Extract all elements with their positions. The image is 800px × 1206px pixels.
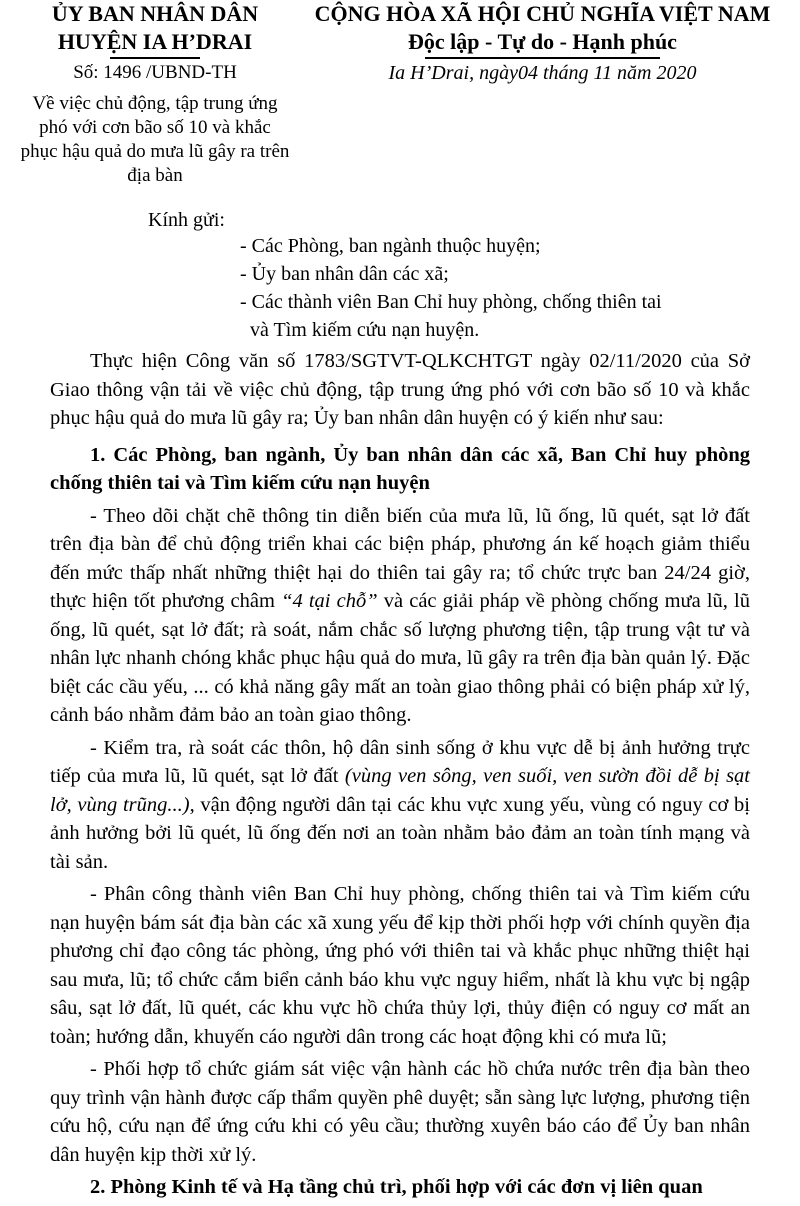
section-2-heading: 2. Phòng Kinh tế và Hạ tầng chủ trì, phối hợp với các đơn vị liên quan — [90, 1176, 703, 1198]
recipients-label: Kính gửi: — [148, 209, 225, 231]
section-1-heading: 1. Các Phòng, ban ngành, Ủy ban nhân dân các xã, Ban Chỉ huy phòng chống thiên tai và Tìm kiếm cứu nạn huyện — [50, 443, 750, 494]
nation-name: CỘNG HÒA XÃ HỘI CHỦ NGHĨA VIỆT NAM — [314, 1, 771, 26]
paragraph-2-text-b: , vận động người dân tại các khu vực xung yếu, vùng có nguy cơ bị ảnh hưởng bởi lũ quét, lũ ống đến nơi an toàn nhằm bảo đảm an toàn tính mạng và tài sản. — [50, 793, 750, 873]
document-subject: Về việc chủ động, tập trung ứng phó với cơn bão số 10 và khắc phục hậu quả do mưa lũ gây ra trên địa bàn — [20, 93, 290, 186]
paragraph-1-text-a: - Theo dõi chặt chẽ thông tin diễn biến của mưa lũ, lũ ống, lũ quét, sạt lở đất trên địa bàn để chủ động triển khai các biện pháp, phương án kế hoạch giảm thiểu đến mức thấp nhất những thiệt hại do thiên tai gây ra; tổ chức trực ban 24/24 giờ, thực hiện tốt phương châm — [50, 504, 750, 612]
recipient-item: - Ủy ban nhân dân các xã; — [240, 263, 449, 285]
motto-underline — [425, 57, 660, 59]
paragraph-2-text-a: - Kiểm tra, rà soát các thôn, hộ dân sinh sống ở khu vực dễ bị ảnh hưởng trực tiếp của mưa lũ, lũ quét, sạt lở đất — [50, 736, 750, 787]
issuing-authority — [20, 0, 290, 59]
recipient-item: và Tìm kiếm cứu nạn huyện. — [240, 319, 480, 341]
place-date: Ia H’Drai, ngày04 tháng 11 năm 2020 — [388, 62, 697, 84]
document-number: Số: 1496 /UBND-TH — [73, 62, 237, 83]
paragraph-3: - Phân công thành viên Ban Chỉ huy phòng, chống thiên tai và Tìm kiếm cứu nạn huyện bám sát địa bàn các xã xung yếu để kịp thời phối hợp với chính quyền địa phương chỉ đạo công tác phòng, ứng phó với thiên tai và khắc phục những thiệt hại sau mưa, lũ; tổ chức cắm biển cảnh báo khu vực nguy hiểm, nhất là khu vực bị ngập sâu, sạt lở đất, lũ quét, các khu vực hồ chứa thủy lợi, thủy điện có nguy cơ mất an toàn; hướng dẫn, khuyến cáo người dân trong các hoạt động khi có mưa lũ; — [50, 883, 750, 1048]
paragraph-1-text-b: và các giải pháp về phòng chống mưa lũ, lũ ống, lũ quét, sạt lở đất; rà soát, nắm chắc số lượng phương tiện, tập trung vật tư và nhân lực nhanh chóng khắc phục hậu quả do mưa, lũ gây ra trên địa bàn quản lý. Đặc biệt các cầu yếu, ... có khả năng gây mất an toàn giao thông phải có biện pháp xử lý, cảnh báo nhằm đảm bảo an toàn giao thông. — [50, 590, 750, 726]
paragraph-1-motto: “4 tại chỗ” — [281, 590, 378, 612]
document-body — [50, 347, 750, 1206]
recipient-item: - Các thành viên Ban Chỉ huy phòng, chống thiên tai — [240, 291, 662, 313]
paragraph-2-note: (vùng ven sông, ven suối, ven sườn đồi dễ bị sạt lở, vùng trũng...) — [50, 765, 750, 816]
org-name-line1: ỦY BAN NHÂN DÂN — [51, 1, 259, 26]
org-underline — [110, 57, 200, 59]
motto: Độc lập - Tự do - Hạnh phúc — [408, 29, 677, 54]
paragraph-1 — [50, 502, 750, 730]
national-motto — [290, 0, 795, 59]
paragraph-4: - Phối hợp tổ chức giám sát việc vận hành các hồ chứa nước trên địa bàn theo quy trình vận hành được cấp thẩm quyền phê duyệt; sẵn sàng lực lượng, phương tiện cứu hộ, cứu nạn để ứng cứu khi có yêu cầu; thường xuyên báo cáo để Ủy ban nhân dân huyện kịp thời xử lý. — [50, 1058, 750, 1166]
recipient-item: - Các Phòng, ban ngành thuộc huyện; — [240, 235, 541, 257]
paragraph-2 — [50, 734, 750, 877]
recipients-list — [240, 232, 780, 344]
org-name-line2: HUYỆN IA H’DRAI — [57, 29, 253, 54]
intro-paragraph: Thực hiện Công văn số 1783/SGTVT-QLKCHTGT ngày 02/11/2020 của Sở Giao thông vận tải về việc chủ động, tập trung ứng phó với cơn bão số 10 và khắc phục hậu quả do mưa lũ gây ra; Ủy ban nhân dân huyện có ý kiến như sau: — [50, 350, 750, 429]
